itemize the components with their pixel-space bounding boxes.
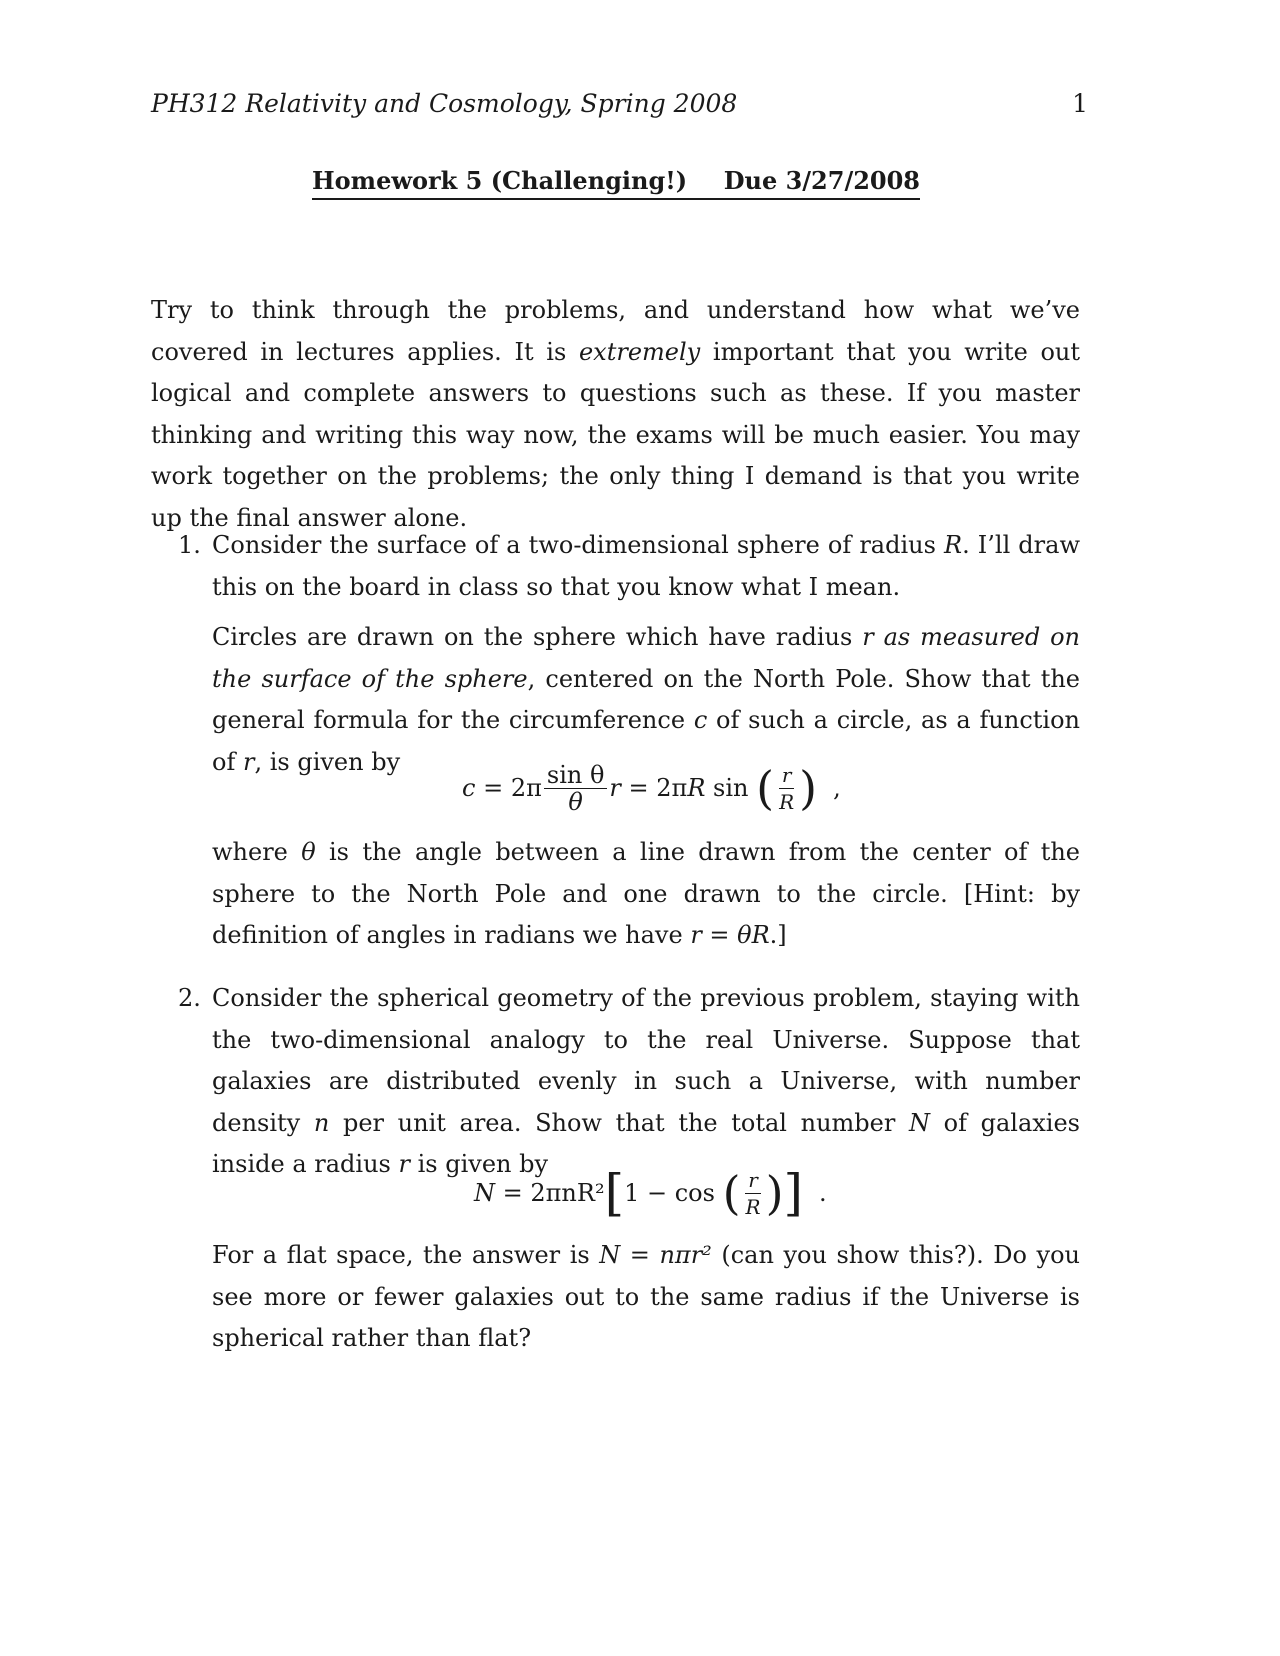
eq2-right-bracket: ] <box>783 1164 804 1222</box>
p1b-var-r: r <box>862 623 874 651</box>
eq2-inner-fraction <box>743 1167 764 1220</box>
p2-text-b: per unit area. Show that the total number <box>329 1108 909 1137</box>
galaxy-count-equation <box>474 1158 827 1228</box>
p1b-text-a: Circles are drawn on the sphere which have radius <box>212 623 863 651</box>
p1-var-R: R <box>944 531 963 559</box>
intro-paragraph <box>151 290 1080 539</box>
problem-1-paragraph-3 <box>212 832 1080 957</box>
eq2-trailing-period: . <box>819 1179 827 1207</box>
eq1-r: r <box>609 774 621 802</box>
p1b-text-b: , centered on the North Pole. Show that the general formula for the circumference <box>212 664 1081 734</box>
eq1-lhs: c <box>462 774 476 802</box>
eq1-trailing-comma: , <box>833 774 841 802</box>
p1-text-a: Consider the surface of a two-dimensional sphere of radius <box>212 531 944 559</box>
eq1-inner-den: R <box>779 789 795 814</box>
eq1-inner-num: r <box>779 762 795 789</box>
eq1-right-paren: ) <box>799 761 818 815</box>
eq2-inner-den: R <box>745 1194 761 1219</box>
p2-text-c: of galaxies inside a radius <box>212 1108 1080 1178</box>
circumference-equation <box>462 753 841 823</box>
eq1-sin: sin <box>705 774 757 802</box>
p1c-text-c: .] <box>769 921 787 949</box>
p2-var-N: N <box>908 1108 930 1137</box>
eq2-left-bracket: [ <box>604 1164 625 1222</box>
problem-2-paragraph-2 <box>212 1235 1080 1360</box>
eq1-equals-2pi-b: = 2π <box>620 774 688 802</box>
assignment-title-row <box>312 166 920 200</box>
eq1-fraction-numerator: sin θ <box>544 762 608 789</box>
eq1-left-paren: ( <box>756 761 775 815</box>
due-date: Due 3/27/2008 <box>723 166 920 195</box>
p1c-theta: θ <box>301 838 316 866</box>
intro-text-b: important that you write out logical and complete answers to questions such as these. If you master thinking and writing this way now, the exams will be much easier. You may work together on the problems; the only thing I demand is that you write up the final answer alone. <box>151 337 1081 532</box>
p1b-text-d: , is given by <box>254 747 401 776</box>
p1b-emphasis: as measured on the surface of the sphere <box>212 623 1081 693</box>
eq1-fraction <box>544 762 608 815</box>
eq1-inner-fraction <box>776 762 797 815</box>
course-header: PH312 Relativity and Cosmology, Spring 2008 <box>151 89 738 118</box>
p2b-formula: N = nπr² <box>599 1241 712 1269</box>
p2-text-a: Consider the spherical geometry of the previous problem, staying with the two-dimensional analogy to the real Universe. Suppose that galaxies are distributed evenly in such a Universe, with number density <box>212 984 1080 1137</box>
p1c-hint-formula: r = θR <box>690 921 770 949</box>
eq2-left-paren: ( <box>722 1166 741 1220</box>
page-number: 1 <box>1072 89 1088 118</box>
p2-var-r: r <box>398 1150 410 1178</box>
p2-var-n: n <box>313 1108 330 1137</box>
eq1-equals-2pi: = 2π <box>475 774 542 802</box>
eq2-rhs: = 2πnR² <box>495 1179 605 1207</box>
problem-1-number: 1. <box>178 531 201 559</box>
problem-2-paragraph-1 <box>212 978 1080 1186</box>
problem-1-paragraph-1 <box>212 525 1080 608</box>
assignment-title: Homework 5 (Challenging!) <box>312 166 688 195</box>
intro-emphasis: extremely <box>578 337 701 366</box>
eq1-fraction-denominator: θ <box>568 787 583 816</box>
p2b-text-a: For a flat space, the answer is <box>212 1241 600 1269</box>
eq2-inner-num: r <box>745 1167 761 1194</box>
p1b-text-c: of such a circle, as a function of <box>212 706 1080 776</box>
eq2-one-minus-cos: 1 − cos <box>624 1179 723 1207</box>
intro-text-a: Try to think through the problems, and understand how what we’ve covered in lectures applies. It is <box>151 296 1080 366</box>
eq2-lhs: N <box>474 1179 495 1207</box>
p1-text-b: . I’ll draw this on the board in class so that you know what I mean. <box>212 531 1080 601</box>
eq1-R: R <box>687 774 706 802</box>
p1c-text-b: is the angle between a line drawn from the center of the sphere to the North Pole and one drawn to the circle. [Hint: by definition of angles in radians we have <box>212 838 1080 949</box>
p2-text-d: is given by <box>409 1150 549 1178</box>
eq2-right-paren: ) <box>765 1166 784 1220</box>
p1c-text-a: where <box>212 838 302 866</box>
p1b-var-r2: r <box>242 747 255 776</box>
problem-2-number: 2. <box>178 984 201 1012</box>
p2b-text-b: (can you show this?). Do you see more or fewer galaxies out to the same radius if the Universe is spherical rather than flat? <box>212 1241 1081 1352</box>
p1b-var-c: c <box>693 706 708 734</box>
